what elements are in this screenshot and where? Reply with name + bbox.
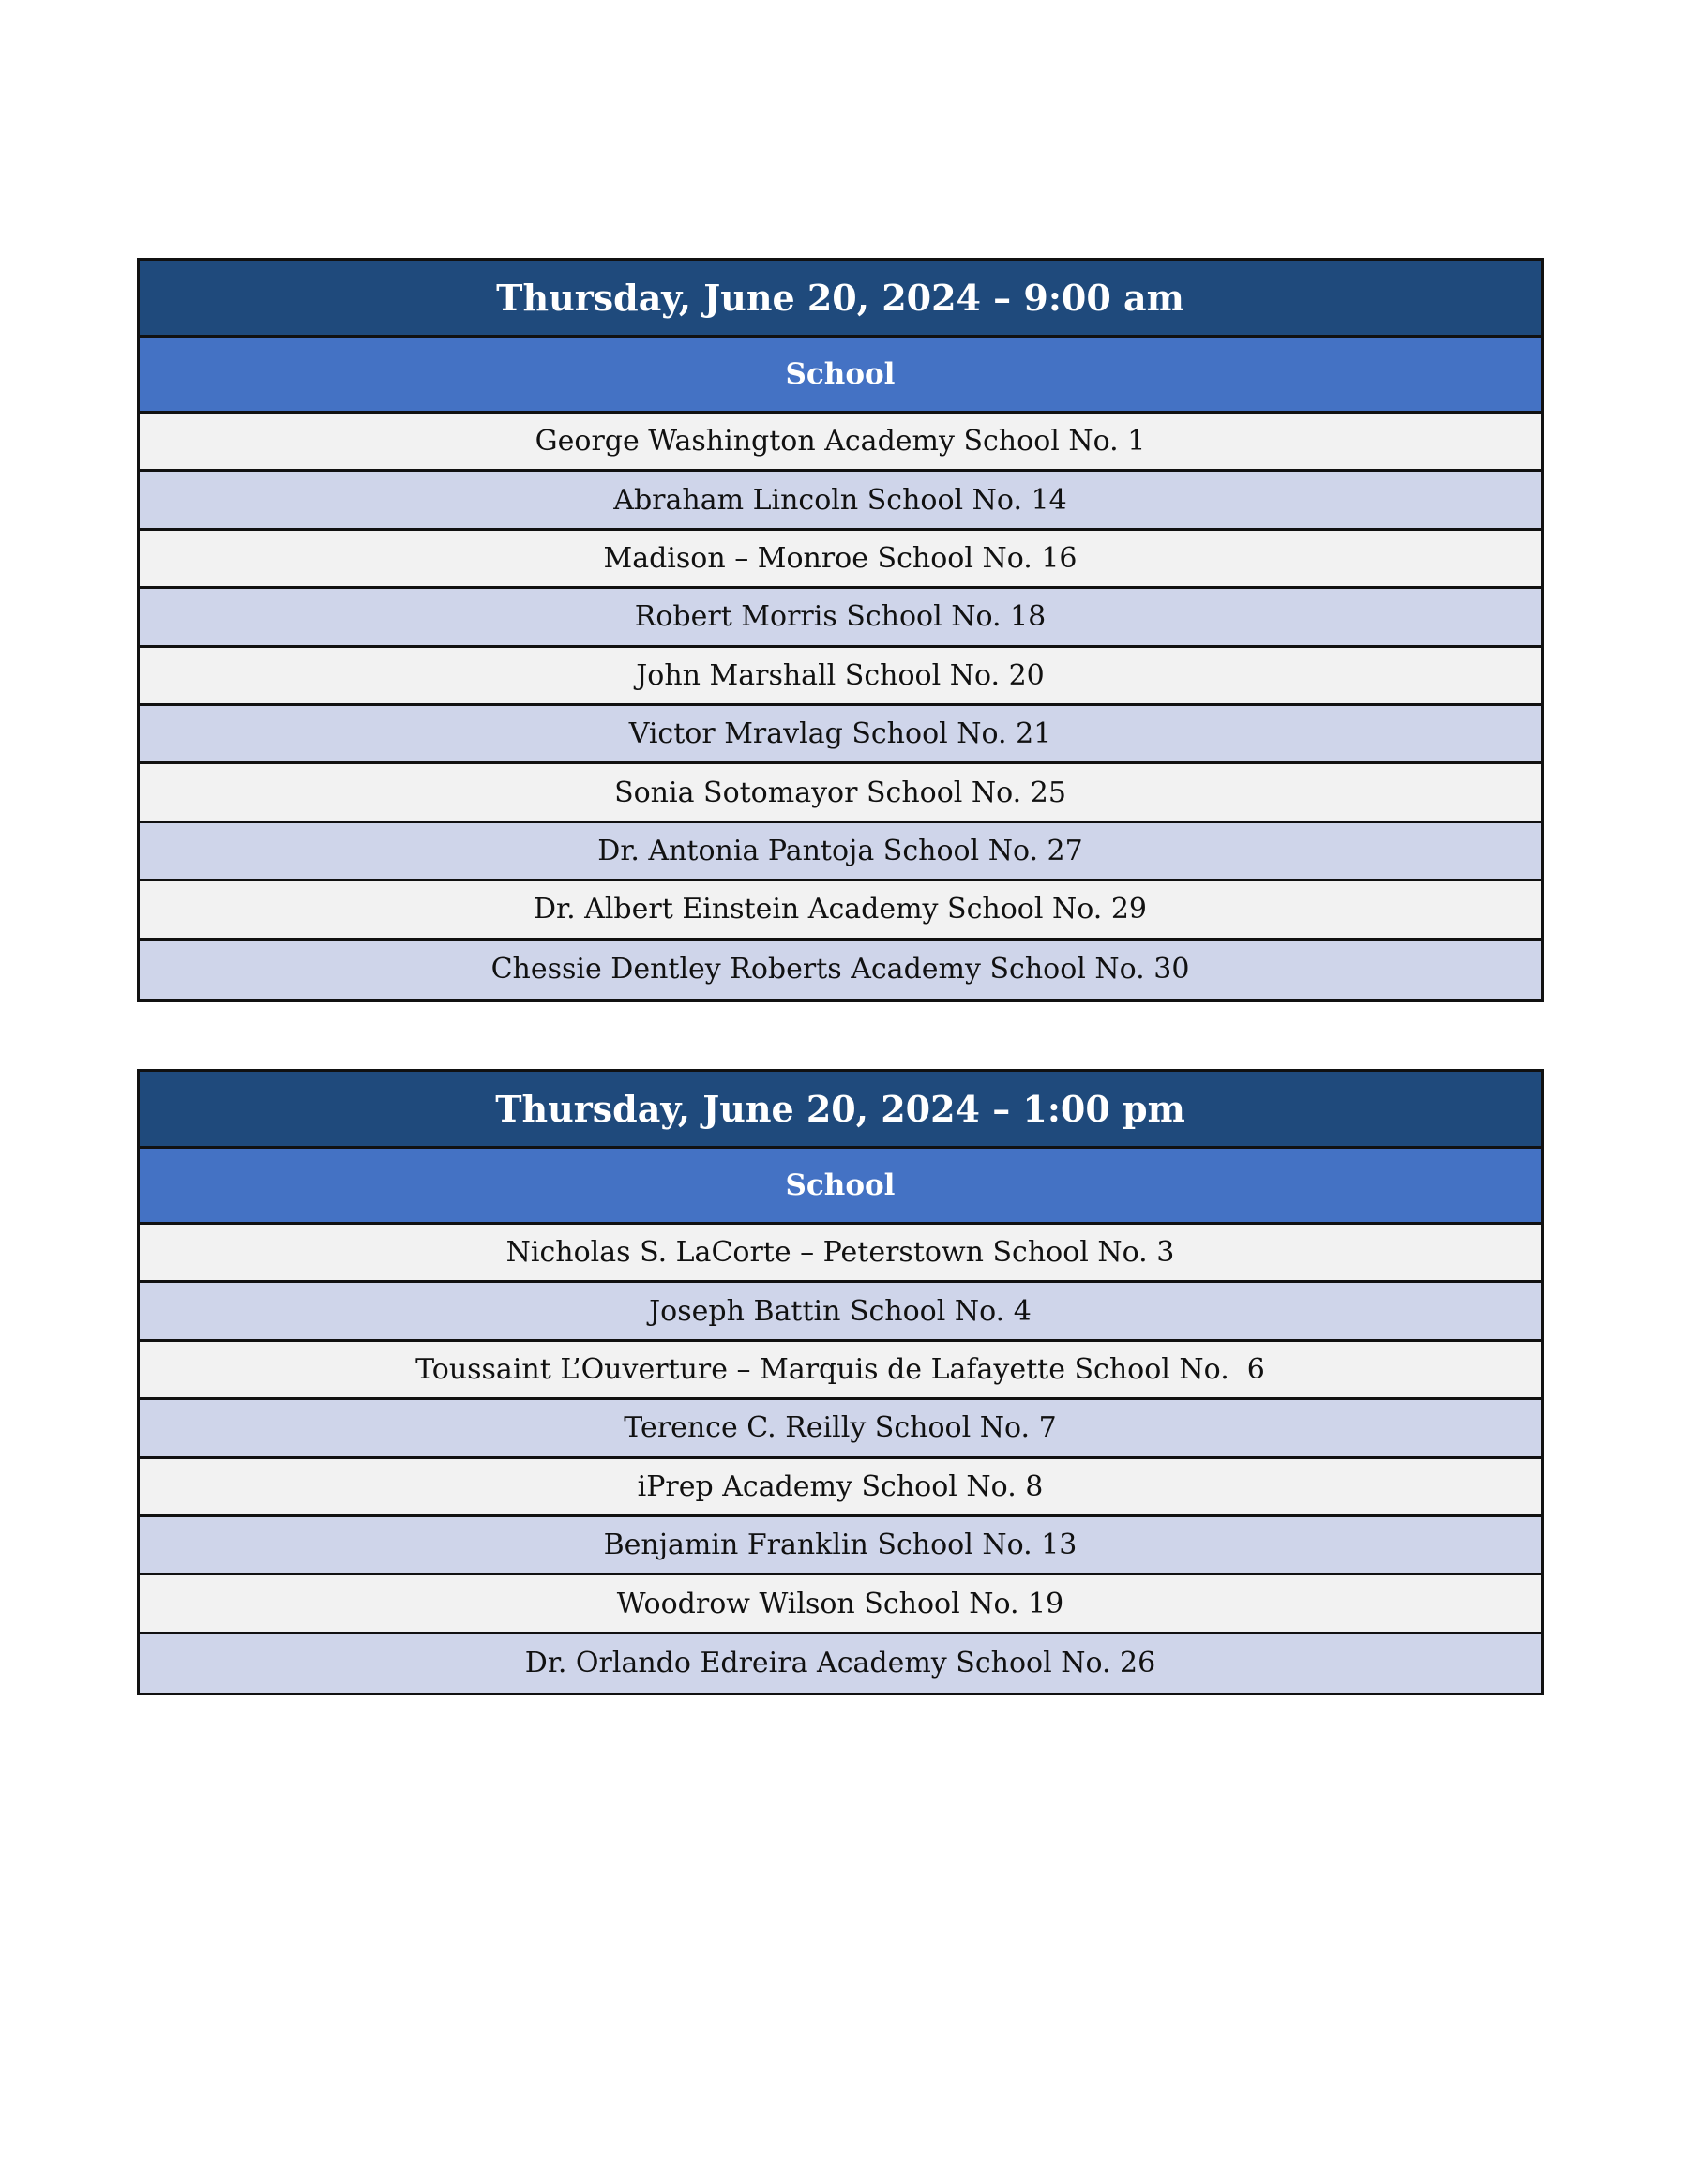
table-row: Madison – Monroe School No. 16 bbox=[140, 531, 1541, 589]
table-row: Benjamin Franklin School No. 13 bbox=[140, 1517, 1541, 1575]
table-row: Terence C. Reilly School No. 7 bbox=[140, 1400, 1541, 1458]
table-row: Nicholas S. LaCorte – Peterstown School No. 3 bbox=[140, 1225, 1541, 1283]
table-body bbox=[140, 414, 1541, 999]
table-row: Woodrow Wilson School No. 19 bbox=[140, 1575, 1541, 1634]
table-row: Chessie Dentley Roberts Academy School No. 30 bbox=[140, 941, 1541, 999]
table-row: Dr. Antonia Pantoja School No. 27 bbox=[140, 823, 1541, 881]
table-row: John Marshall School No. 20 bbox=[140, 648, 1541, 706]
table-row: George Washington Academy School No. 1 bbox=[140, 414, 1541, 472]
table-body bbox=[140, 1225, 1541, 1693]
schedule-table-morning bbox=[137, 258, 1544, 1002]
column-header-school: School bbox=[140, 1149, 1541, 1225]
table-row: Abraham Lincoln School No. 14 bbox=[140, 472, 1541, 530]
table-row: Victor Mravlag School No. 21 bbox=[140, 706, 1541, 764]
table-row: Robert Morris School No. 18 bbox=[140, 589, 1541, 647]
table-row: Dr. Albert Einstein Academy School No. 29 bbox=[140, 881, 1541, 940]
table-row: iPrep Academy School No. 8 bbox=[140, 1459, 1541, 1517]
table-title: Thursday, June 20, 2024 – 1:00 pm bbox=[140, 1072, 1541, 1149]
table-row: Dr. Orlando Edreira Academy School No. 26 bbox=[140, 1634, 1541, 1693]
table-row: Joseph Battin School No. 4 bbox=[140, 1283, 1541, 1341]
schedule-table-afternoon bbox=[137, 1069, 1544, 1695]
table-row: Sonia Sotomayor School No. 25 bbox=[140, 764, 1541, 822]
table-row: Toussaint L’Ouverture – Marquis de Lafayette School No. 6 bbox=[140, 1342, 1541, 1400]
column-header-school: School bbox=[140, 338, 1541, 414]
table-title: Thursday, June 20, 2024 – 9:00 am bbox=[140, 261, 1541, 338]
